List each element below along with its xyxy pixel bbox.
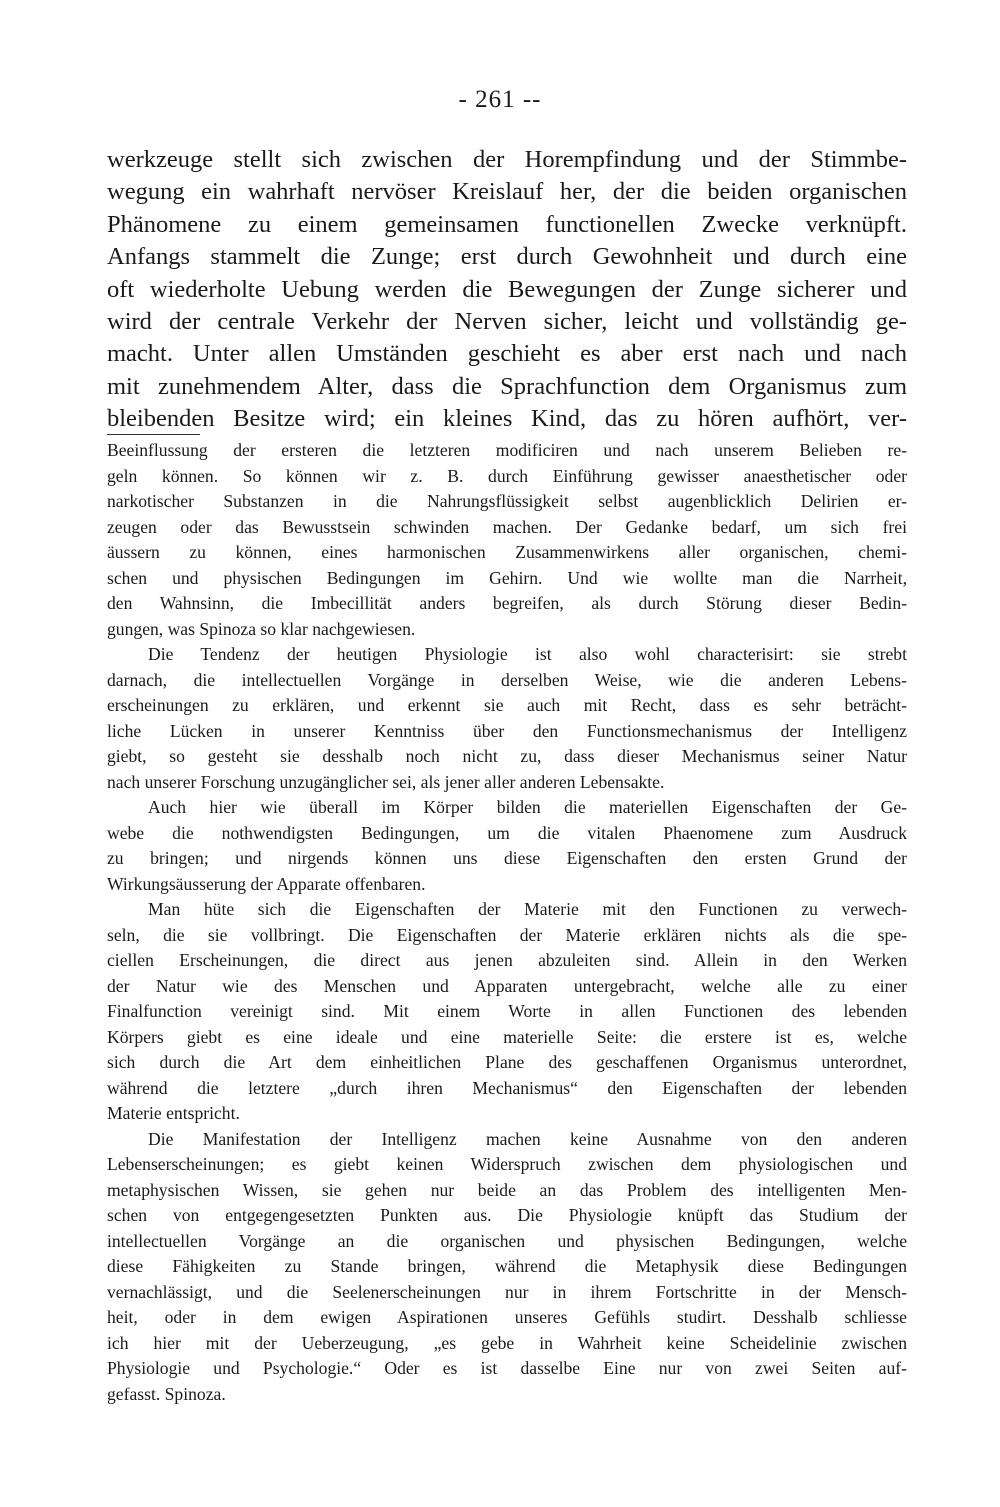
footnote-line: heit, oder in dem ewigen Aspirationen unseres Gefühls studirt. Desshalb schliesse <box>107 1307 907 1327</box>
footnote-line: Auch hier wie überall im Körper bilden die materiellen Eigenschaften der Ge- <box>148 797 907 817</box>
main-text-line: bleibenden Besitze wird; ein kleines Kind, das zu hören aufhört, ver- <box>107 405 907 433</box>
footnote-line: Die Manifestation der Intelligenz machen keine Ausnahme von den anderen <box>148 1128 907 1149</box>
footnote-line: Materie entspricht. <box>107 1103 240 1123</box>
footnote-paragraph-2 <box>107 642 907 795</box>
footnote-line: Die Tendenz der heutigen Physiologie ist also wohl characterisirt: sie strebt <box>148 644 907 664</box>
footnote-line: Lebenserscheinungen; es giebt keinen Widerspruch zwischen dem physiologischen und <box>107 1154 907 1174</box>
footnote-line: nach unserer Forschung unzugänglicher sei, als jener aller anderen Lebensakte. <box>107 771 665 792</box>
footnote-block <box>107 438 907 1407</box>
footnote-paragraph-3 <box>107 795 907 897</box>
footnote-line: erscheinungen zu erklären, und erkennt sie auch mit Recht, dass es sehr beträcht- <box>107 695 907 715</box>
main-text-line: Anfangs stammelt die Zunge; erst durch Gewohnheit und durch eine <box>107 243 907 271</box>
footnote-line: Körpers giebt es eine ideale und eine materielle Seite: die erstere ist es, welche <box>107 1026 907 1047</box>
footnote-paragraph-4 <box>107 897 907 1127</box>
main-text-line: oft wiederholte Uebung werden die Bewegungen der Zunge sicherer und <box>107 275 907 303</box>
footnote-line: metaphysischen Wissen, sie gehen nur beide an das Problem des intelligenten Men- <box>107 1179 907 1200</box>
footnote-line: vernachlässigt, und die Seelenerscheinungen nur in ihrem Fortschritte in der Mensch- <box>107 1281 907 1302</box>
main-text-line: werkzeuge stellt sich zwischen der Horempfindung und der Stimmbe- <box>107 146 907 173</box>
footnote-line: diese Fähigkeiten zu Stande bringen, während die Metaphysik diese Bedingungen <box>107 1256 907 1276</box>
footnote-line: ich hier mit der Ueberzeugung, „es gebe in Wahrheit keine Scheidelinie zwischen <box>107 1332 907 1353</box>
main-text-line: wegung ein wahrhaft nervöser Kreislauf her, der die beiden organischen <box>107 178 907 206</box>
main-text-line: mit zunehmendem Alter, dass die Sprachfunction dem Organismus zum <box>107 372 907 400</box>
footnote-line: zu bringen; und nirgends können uns diese Eigenschaften den ersten Grund der <box>107 848 907 868</box>
footnote-line: darnach, die intellectuellen Vorgänge in derselben Weise, wie die anderen Lebens- <box>107 669 907 690</box>
footnote-line: giebt, so gesteht sie desshalb noch nicht zu, dass dieser Mechanismus seiner Natur <box>107 746 907 766</box>
main-text-block <box>107 144 907 436</box>
footnote-line: äussern zu können, eines harmonischen Zusammenwirkens aller organischen, chemi- <box>107 542 907 562</box>
footnote-line: narkotischer Substanzen in die Nahrungsflüssigkeit selbst augenblicklich Delirien er- <box>107 491 907 511</box>
footnote-line: webe die nothwendigsten Bedingungen, um die vitalen Phaenomene zum Ausdruck <box>107 822 907 843</box>
footnote-line: schen und physischen Bedingungen im Gehirn. Und wie wollte man die Narrheit, <box>107 567 907 588</box>
footnote-line: sich durch die Art dem einheitlichen Plane des geschaffenen Organismus unterordnet, <box>107 1052 907 1072</box>
footnote-paragraph-5 <box>107 1127 907 1408</box>
footnote-line: liche Lücken in unserer Kenntniss über den Functionsmechanismus der Intelligenz <box>107 720 907 741</box>
footnote-line: während die letztere „durch ihren Mechanismus“ den Eigenschaften der lebenden <box>107 1077 907 1098</box>
main-text-line: macht. Unter allen Umständen geschieht es aber erst nach und nach <box>107 340 907 368</box>
footnote-line: ciellen Erscheinungen, die direct aus jenen abzuleiten sind. Allein in den Werken <box>107 950 907 970</box>
footnote-paragraph-1 <box>107 438 907 642</box>
footnote-line: seln, die sie vollbringt. Die Eigenschaften der Materie erklären nichts als die spe- <box>107 924 907 945</box>
page-number: - 261 -- <box>458 86 542 113</box>
footnote-line: Wirkungsäusserung der Apparate offenbaren. <box>107 873 426 894</box>
main-text-line: wird der centrale Verkehr der Nerven sicher, leicht und vollständig ge- <box>107 308 907 336</box>
footnote-line: zeugen oder das Bewusstsein schwinden machen. Der Gedanke bedarf, um sich frei <box>107 516 907 537</box>
footnote-line: Man hüte sich die Eigenschaften der Materie mit den Functionen zu verwech- <box>148 899 907 919</box>
footnote-line: schen von entgegengesetzten Punkten aus. Die Physiologie knüpft das Studium der <box>107 1205 907 1225</box>
footnote-line: geln können. So können wir z. B. durch Einführung gewisser anaesthetischer oder <box>107 465 907 486</box>
footnote-divider <box>107 434 200 435</box>
footnote-line: den Wahnsinn, die Imbecillität anders begreifen, als durch Störung dieser Bedin- <box>107 593 907 613</box>
footnote-line: Physiologie und Psychologie.“ Oder es ist dasselbe Eine nur von zwei Seiten auf- <box>107 1358 907 1378</box>
footnote-line: Beeinflussung der ersteren die letzteren modificiren und nach unserem Belieben re- <box>107 440 907 460</box>
footnote-line: intellectuellen Vorgänge an die organischen und physischen Bedingungen, welche <box>107 1230 907 1251</box>
footnote-line: Finalfunction vereinigt sind. Mit einem Worte in allen Functionen des lebenden <box>107 1001 907 1021</box>
footnote-line: der Natur wie des Menschen und Apparaten untergebracht, welche alle zu einer <box>107 975 907 996</box>
footnote-line: gungen, was Spinoza so klar nachgewiesen. <box>107 618 416 639</box>
main-text-line: Phänomene zu einem gemeinsamen functionellen Zwecke verknüpft. <box>107 210 907 238</box>
footnote-line: gefasst. Spinoza. <box>107 1383 226 1404</box>
